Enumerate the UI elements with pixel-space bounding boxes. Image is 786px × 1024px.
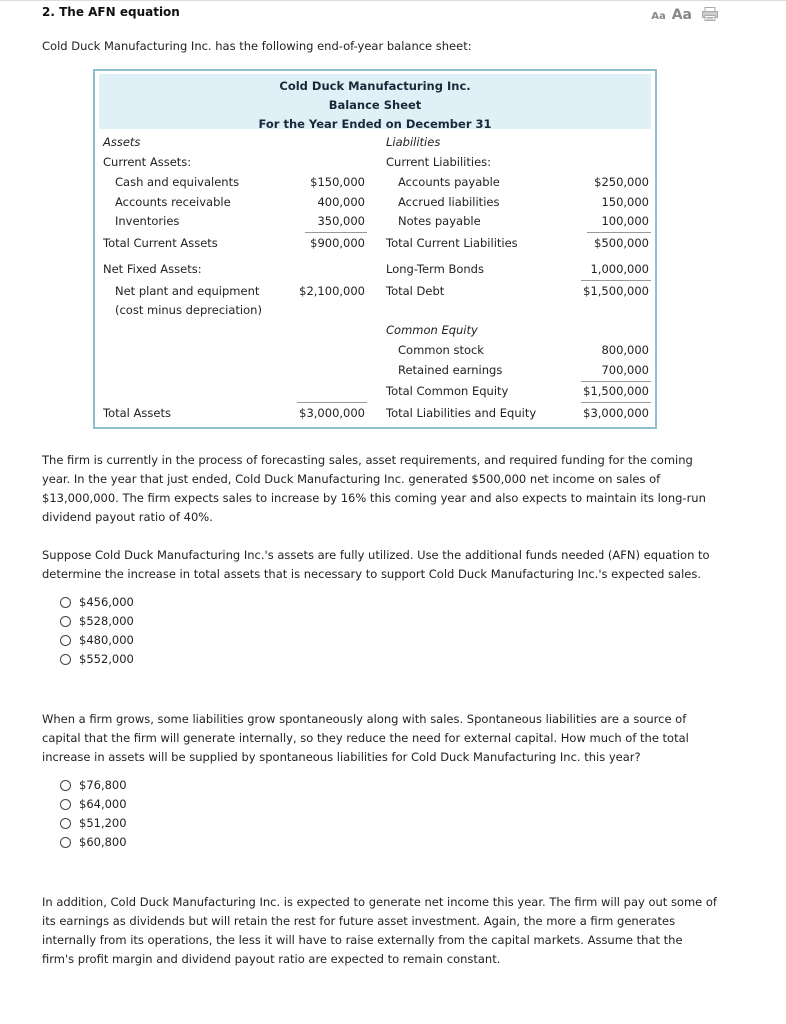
- sheet-period: For the Year Ended on December 31: [258, 117, 492, 131]
- option-1b[interactable]: [60, 614, 134, 628]
- np-label: Notes payable: [398, 214, 481, 228]
- option-1a[interactable]: [60, 595, 134, 609]
- radio-button[interactable]: [60, 818, 71, 829]
- re-value: 700,000: [601, 363, 649, 377]
- forecast-paragraph: The firm is currently in the process of forecasting sales, asset requirements, and required funding for the coming year. In the year that just ended, Cold Duck Manufacturing Inc. generated $500,000 net income on sales of $13,000,000. The firm expects sales to increase by 16% this coming year and also expects to maintain its long-run dividend payout ratio of 40%.: [42, 453, 706, 524]
- npe-sublabel: (cost minus depreciation): [115, 303, 262, 317]
- option-label: $51,200: [79, 816, 127, 830]
- radio-button[interactable]: [60, 837, 71, 848]
- radio-button[interactable]: [60, 799, 71, 810]
- current-liabilities-heading: Current Liabilities:: [386, 155, 492, 169]
- option-label: $456,000: [79, 595, 134, 609]
- ltb-label: Long-Term Bonds: [386, 262, 484, 276]
- option-1c[interactable]: [60, 633, 134, 647]
- balance-sheet: [93, 69, 657, 429]
- question-2: When a firm grows, some liabilities grow spontaneously along with sales. Spontaneous liabilities are a source of capital that the firm will generate internally, so they reduce the need for external capital. How much of the total increase in assets will be supplied by spontaneous liabilities for Cold Duck Manufacturing Inc. this year?: [42, 712, 689, 764]
- decrease-font-button[interactable]: Aa: [651, 11, 666, 22]
- cash-value: $150,000: [310, 175, 365, 189]
- accrued-label: Accrued liabilities: [398, 195, 500, 209]
- ta-value: $3,000,000: [299, 406, 365, 420]
- option-label: $552,000: [79, 652, 134, 666]
- ce-heading: Common Equity: [386, 323, 478, 337]
- option-label: $480,000: [79, 633, 134, 647]
- option-2c[interactable]: [60, 816, 127, 830]
- ta-label: Total Assets: [103, 406, 171, 420]
- option-label: $528,000: [79, 614, 134, 628]
- radio-button[interactable]: [60, 597, 71, 608]
- ltb-value: 1,000,000: [590, 262, 649, 276]
- cs-label: Common stock: [398, 343, 484, 357]
- divider: [581, 402, 651, 403]
- td-label: Total Debt: [386, 284, 445, 298]
- tca-value: $900,000: [310, 236, 365, 250]
- ar-value: 400,000: [317, 195, 365, 209]
- option-2d[interactable]: [60, 835, 127, 849]
- divider: [297, 402, 367, 403]
- option-label: $60,800: [79, 835, 127, 849]
- assets-heading: Assets: [103, 135, 141, 149]
- top-bar: [0, 0, 786, 25]
- liabilities-heading: Liabilities: [386, 135, 441, 149]
- divider: [305, 232, 367, 233]
- npe-label: Net plant and equipment: [115, 284, 260, 298]
- option-1d[interactable]: [60, 652, 134, 666]
- divider: [587, 232, 651, 233]
- current-assets-heading: Current Assets:: [103, 155, 192, 169]
- option-2b[interactable]: [60, 797, 127, 811]
- tce-value: $1,500,000: [583, 384, 649, 398]
- ar-label: Accounts receivable: [115, 195, 231, 209]
- ap-label: Accounts payable: [398, 175, 500, 189]
- tle-value: $3,000,000: [583, 406, 649, 420]
- divider: [581, 381, 651, 382]
- option-2a[interactable]: [60, 778, 127, 792]
- tle-label: Total Liabilities and Equity: [386, 406, 537, 420]
- balance-sheet-header: [99, 74, 651, 129]
- cs-value: 800,000: [601, 343, 649, 357]
- option-label: $76,800: [79, 778, 127, 792]
- npe-value: $2,100,000: [299, 284, 365, 298]
- inv-value: 350,000: [317, 214, 365, 228]
- font-tools: [651, 5, 718, 23]
- tce-label: Total Common Equity: [386, 384, 509, 398]
- td-value: $1,500,000: [583, 284, 649, 298]
- inv-label: Inventories: [115, 214, 180, 228]
- cash-label: Cash and equivalents: [115, 175, 240, 189]
- question-title: 2. The AFN equation: [42, 5, 180, 19]
- sheet-title: Balance Sheet: [328, 98, 422, 112]
- tcl-label: Total Current Liabilities: [386, 236, 518, 250]
- radio-button[interactable]: [60, 635, 71, 646]
- retention-paragraph: In addition, Cold Duck Manufacturing Inc. is expected to generate net income this year. The firm will pay out some of its earnings as dividends but will retain the rest for future asset investment. Again, the more a firm generates internally from its operations, the less it will have to raise externally from the capital markets. Assume that the firm's profit margin and dividend payout ratio are expected to remain constant.: [42, 895, 717, 966]
- nfa-heading: Net Fixed Assets:: [103, 262, 202, 276]
- radio-button[interactable]: [60, 654, 71, 665]
- tcl-value: $500,000: [594, 236, 649, 250]
- intro-text: Cold Duck Manufacturing Inc. has the following end-of-year balance sheet:: [42, 39, 472, 53]
- option-label: $64,000: [79, 797, 127, 811]
- re-label: Retained earnings: [398, 363, 503, 377]
- np-value: 100,000: [601, 214, 649, 228]
- ap-value: $250,000: [594, 175, 649, 189]
- company-name: Cold Duck Manufacturing Inc.: [279, 79, 471, 93]
- question-1: Suppose Cold Duck Manufacturing Inc.'s assets are fully utilized. Use the additional funds needed (AFN) equation to determine the increase in total assets that is necessary to support Cold Duck Manufacturing Inc.'s expected sales.: [42, 548, 710, 581]
- divider: [581, 280, 651, 281]
- printer-icon[interactable]: [702, 7, 718, 21]
- tca-label: Total Current Assets: [103, 236, 218, 250]
- radio-button[interactable]: [60, 616, 71, 627]
- radio-button[interactable]: [60, 780, 71, 791]
- increase-font-button[interactable]: Aa: [671, 7, 692, 23]
- accrued-value: 150,000: [601, 195, 649, 209]
